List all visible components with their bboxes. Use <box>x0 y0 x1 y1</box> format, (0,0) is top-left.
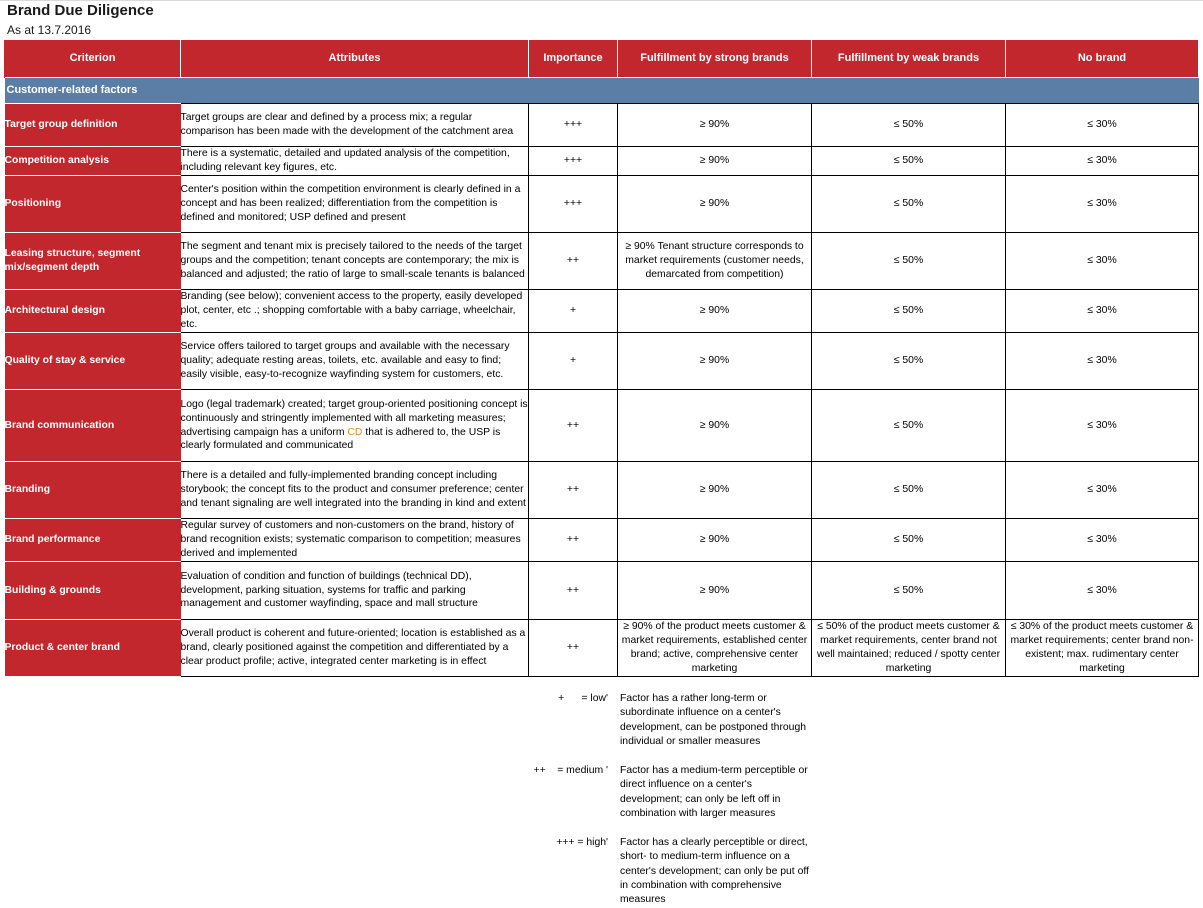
attributes-cell: Evaluation of condition and function of buildings (technical DD), development, parking situation, systems for traffic and parking management and customer wayfinding, space and mall structure <box>181 562 529 620</box>
due-diligence-table <box>4 40 1199 677</box>
importance-cell: + <box>529 290 618 333</box>
attributes-cell: Center's position within the competition environment is clearly defined in a concept and has been realized; differentiation from the competition is defined and monitored; USP defined and present <box>181 176 529 233</box>
importance-cell: ++ <box>529 233 618 290</box>
importance-cell: +++ <box>529 147 618 176</box>
importance-cell: ++ <box>529 462 618 519</box>
no-brand-cell: ≤ 30% <box>1006 562 1199 620</box>
importance-cell: ++ <box>529 562 618 620</box>
weak-brand-cell: ≤ 50% <box>812 462 1006 519</box>
strong-brand-cell: ≥ 90% <box>618 519 812 562</box>
strong-brand-cell: ≥ 90% of the product meets customer & market requirements, established center brand; active, comprehensive center marketing <box>618 620 812 677</box>
attributes-cell <box>181 390 529 462</box>
table-row <box>5 176 1199 233</box>
strong-brand-cell: ≥ 90% <box>618 462 812 519</box>
weak-brand-cell: ≤ 50% <box>812 233 1006 290</box>
importance-cell: +++ <box>529 176 618 233</box>
no-brand-cell: ≤ 30% <box>1006 176 1199 233</box>
header-no-brand: No brand <box>1006 40 1199 78</box>
table-row <box>5 147 1199 176</box>
weak-brand-cell: ≤ 50% <box>812 333 1006 390</box>
weak-brand-cell: ≤ 50% <box>812 390 1006 462</box>
criterion-cell: Building & grounds <box>5 562 181 620</box>
criterion-cell: Quality of stay & service <box>5 333 181 390</box>
criterion-cell: Branding <box>5 462 181 519</box>
criterion-cell: Architectural design <box>5 290 181 333</box>
weak-brand-cell: ≤ 50% <box>812 519 1006 562</box>
strong-brand-cell: ≥ 90% <box>618 390 812 462</box>
no-brand-cell: ≤ 30% <box>1006 233 1199 290</box>
header-strong-brands: Fulfillment by strong brands <box>618 40 812 78</box>
criterion-cell: Competition analysis <box>5 147 181 176</box>
section-title: Customer-related factors <box>5 78 1199 104</box>
no-brand-cell: ≤ 30% <box>1006 390 1199 462</box>
table-row <box>5 562 1199 620</box>
weak-brand-cell: ≤ 50% <box>812 562 1006 620</box>
legend-symbol: ++ = medium ' <box>533 765 608 776</box>
criterion-cell: Leasing structure, segment mix/segment depth <box>5 233 181 290</box>
weak-brand-cell: ≤ 50% <box>812 290 1006 333</box>
strong-brand-cell: ≥ 90% <box>618 333 812 390</box>
header-row <box>5 40 1199 78</box>
no-brand-cell: ≤ 30% <box>1006 519 1199 562</box>
cd-highlight: CD <box>347 426 363 438</box>
table-row <box>5 390 1199 462</box>
top-rule <box>0 0 1203 1</box>
page-title: Brand Due Diligence <box>7 2 154 19</box>
table-row <box>5 233 1199 290</box>
legend-symbol: + = low' <box>558 693 608 704</box>
strong-brand-cell: ≥ 90% <box>618 562 812 620</box>
attributes-cell: Regular survey of customers and non-customers on the brand, history of brand recognition exists; systematic comparison to competition; measures derived and implemented <box>181 519 529 562</box>
attributes-cell: Overall product is coherent and future-oriented; location is established as a brand, clearly positioned against the competition and differentiated by a clear product profile; active, integrated center marketing is in effect <box>181 620 529 677</box>
importance-cell: ++ <box>529 390 618 462</box>
table-row <box>5 104 1199 147</box>
attributes-cell: The segment and tenant mix is precisely tailored to the needs of the target groups and the competition; tenant concepts are contemporary; the mix is balanced and adjusted; the ratio of large to small-scale tenants is balanced <box>181 233 529 290</box>
importance-cell: ++ <box>529 519 618 562</box>
weak-brand-cell: ≤ 50% <box>812 147 1006 176</box>
no-brand-cell: ≤ 30% <box>1006 333 1199 390</box>
table-row <box>5 519 1199 562</box>
header-importance: Importance <box>529 40 618 78</box>
header-attributes: Attributes <box>181 40 529 78</box>
criterion-cell: Product & center brand <box>5 620 181 677</box>
attributes-cell: Branding (see below); convenient access to the property, easily developed plot, center, etc .; shopping comfortable with a baby carriage, wheelchair, etc. <box>181 290 529 333</box>
criterion-cell: Target group definition <box>5 104 181 147</box>
legend-description: Factor has a medium-term perceptible or direct influence on a center's development; can only be left off in combination with larger measures <box>620 765 808 819</box>
attributes-cell: There is a detailed and fully-implemented branding concept including storybook; the concept fits to the product and consumer preference; center and tenant signaling are well integrated into the branding in kind and extent <box>181 462 529 519</box>
weak-brand-cell: ≤ 50% <box>812 176 1006 233</box>
strong-brand-cell: ≥ 90% <box>618 290 812 333</box>
no-brand-cell: ≤ 30% <box>1006 462 1199 519</box>
weak-brand-cell: ≤ 50% of the product meets customer & market requirements, center brand not well maintained; reduced / spotty center marketing <box>812 620 1006 677</box>
attributes-cell: Target groups are clear and defined by a process mix; a regular comparison has been made with the development of the catchment area <box>181 104 529 147</box>
page-subtitle: As at 13.7.2016 <box>7 23 92 37</box>
strong-brand-cell: ≥ 90% <box>618 176 812 233</box>
header-criterion: Criterion <box>5 40 181 78</box>
attributes-text: Logo (legal trademark) created; target group-oriented positioning concept is continuously and stringently implemented with all marketing measures; advertising campaign has a uniform <box>180 398 528 438</box>
strong-brand-cell: ≥ 90% <box>618 147 812 176</box>
criterion-cell: Brand performance <box>5 519 181 562</box>
attributes-cell: There is a systematic, detailed and updated analysis of the competition, including relevant key figures, etc. <box>181 147 529 176</box>
table-row <box>5 333 1199 390</box>
table-row <box>5 462 1199 519</box>
legend-description: Factor has a rather long-term or subordinate influence on a center's development, can be postponed through individual or smaller measures <box>620 693 807 747</box>
no-brand-cell: ≤ 30% of the product meets customer & market requirements; center brand non-existent; max. rudimentary center marketing <box>1006 620 1199 677</box>
header-weak-brands: Fulfillment by weak brands <box>812 40 1006 78</box>
table-row <box>5 290 1199 333</box>
criterion-cell: Positioning <box>5 176 181 233</box>
no-brand-cell: ≤ 30% <box>1006 290 1199 333</box>
criterion-cell: Brand communication <box>5 390 181 462</box>
legend-symbol: +++ = high' <box>556 837 608 848</box>
importance-cell: ++ <box>529 620 618 677</box>
strong-brand-cell: ≥ 90% Tenant structure corresponds to market requirements (customer needs, demarcated from competition) <box>618 233 812 290</box>
no-brand-cell: ≤ 30% <box>1006 147 1199 176</box>
legend-description: Factor has a clearly perceptible or direct, short- to medium-term influence on a center's development; can only be put off in combination with comprehensive measures <box>620 837 809 906</box>
table-row <box>5 620 1199 677</box>
weak-brand-cell: ≤ 50% <box>812 104 1006 147</box>
strong-brand-cell: ≥ 90% <box>618 104 812 147</box>
attributes-text: that is adhered to, the USP is clearly formulated and communicated <box>180 426 501 452</box>
attributes-cell: Service offers tailored to target groups and available with the necessary quality; adequate resting areas, toilets, etc. available and easy to find; easily visible, easy-to-recognize wayfinding system for customers, etc. <box>181 333 529 390</box>
section-row <box>5 78 1199 104</box>
no-brand-cell: ≤ 30% <box>1006 104 1199 147</box>
importance-cell: +++ <box>529 104 618 147</box>
importance-cell: + <box>529 333 618 390</box>
